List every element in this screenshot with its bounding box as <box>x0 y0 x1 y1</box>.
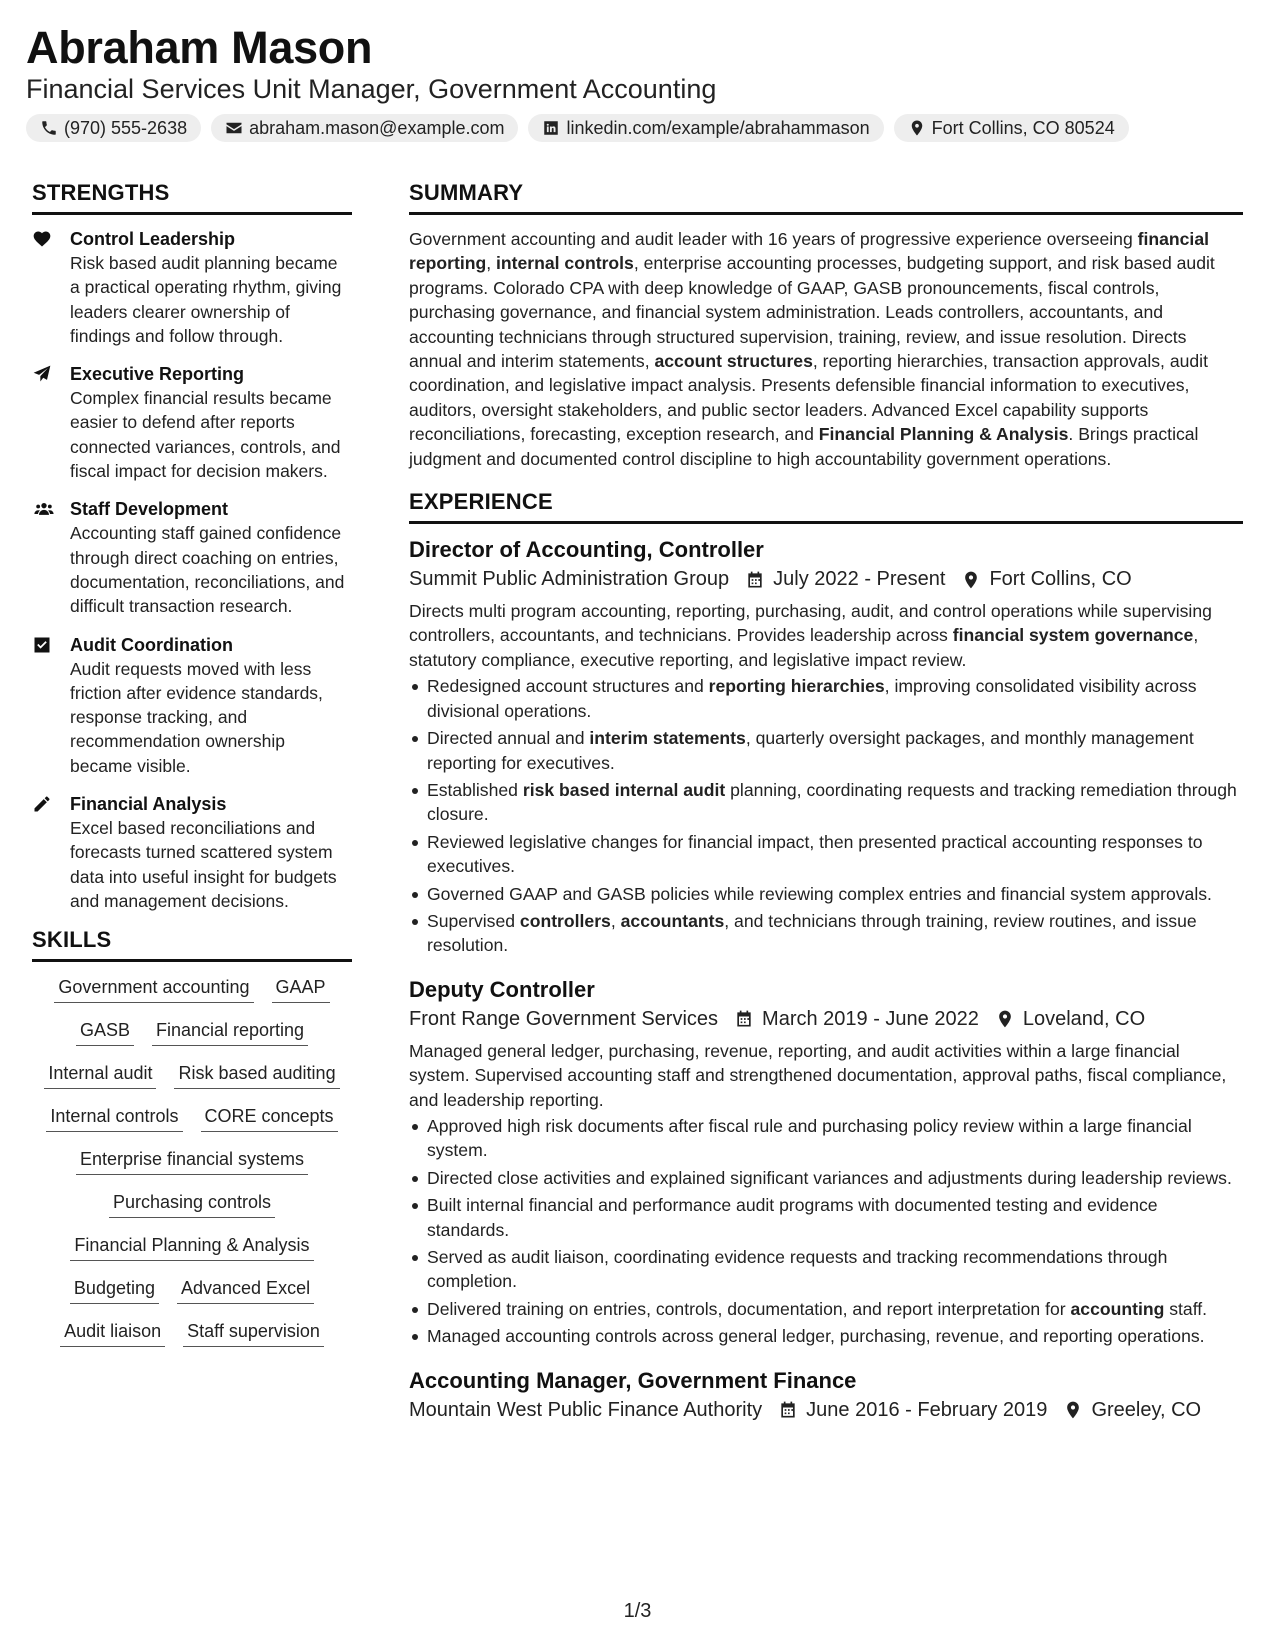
skill-tag: Internal controls <box>46 1105 182 1132</box>
job-bullet: Redesigned account structures and reporting hierarchies, improving consolidated visibility across divisional operations. <box>409 674 1243 723</box>
linkedin-icon <box>542 119 560 137</box>
experience-heading: EXPERIENCE <box>409 489 1243 524</box>
left-column <box>32 180 352 1347</box>
summary-heading: SUMMARY <box>409 180 1243 215</box>
experience-list <box>409 536 1243 1422</box>
strength-item <box>32 633 352 778</box>
candidate-name: Abraham Mason <box>26 22 373 73</box>
skill-tag: Internal audit <box>44 1062 156 1089</box>
job-bullet: Directed annual and interim statements, quarterly oversight packages, and monthly management reporting for executives. <box>409 726 1243 775</box>
page-number: 1/3 <box>623 1600 652 1622</box>
skill-tag: Risk based auditing <box>174 1062 339 1089</box>
paper-plane-icon <box>32 364 52 384</box>
job-bullet: Governed GAAP and GASB policies while reviewing complex entries and financial system approvals. <box>409 882 1243 906</box>
contact-email[interactable] <box>211 114 518 142</box>
job-title: Director of Accounting, Controller <box>409 537 764 563</box>
candidate-headline: Financial Services Unit Manager, Government Accounting <box>26 74 717 104</box>
job-entry <box>409 536 1243 958</box>
job-bullet: Built internal financial and performance audit programs with documented testing and evidence standards. <box>409 1193 1243 1242</box>
calendar-icon <box>734 1009 754 1029</box>
skills-list <box>32 974 352 1347</box>
contact-bar <box>26 114 1129 142</box>
skill-tag: Advanced Excel <box>177 1277 314 1304</box>
contact-linkedin-text: linkedin.com/example/abrahammason <box>566 117 870 138</box>
job-bullets <box>409 1114 1243 1349</box>
right-column <box>409 180 1243 1440</box>
pencil-icon <box>32 794 52 814</box>
strength-item <box>32 362 352 483</box>
job-meta <box>409 568 1243 591</box>
contact-email-text: abraham.mason@example.com <box>249 117 505 138</box>
strengths-heading: STRENGTHS <box>32 180 352 215</box>
skill-tag: Budgeting <box>70 1277 159 1304</box>
contact-phone-text: (970) 555-2638 <box>64 117 188 138</box>
job-entry <box>409 1367 1243 1422</box>
skill-tag: Government accounting <box>54 976 253 1003</box>
job-dates: March 2019 - June 2022 <box>762 1007 979 1030</box>
job-location: Fort Collins, CO <box>989 568 1132 591</box>
job-description: Directs multi program accounting, reporting, purchasing, audit, and control operations while supervising controllers, accountants, and technicians. Provides leadership across financial system governance, statutory compliance, executive reporting, and legislative impact review. <box>409 601 1212 670</box>
envelope-icon <box>225 119 243 137</box>
phone-icon <box>40 119 58 137</box>
skills-heading: SKILLS <box>32 927 352 962</box>
location-icon <box>961 570 981 590</box>
strength-title: Financial Analysis <box>70 794 227 815</box>
strength-desc: Complex financial results became easier to defend after reports connected variances, controls, and fiscal impact for decision makers. <box>70 388 341 482</box>
job-location: Loveland, CO <box>1022 1007 1146 1030</box>
job-dates: June 2016 - February 2019 <box>806 1398 1048 1421</box>
job-meta <box>409 1008 1243 1031</box>
location-icon <box>995 1009 1015 1029</box>
contact-location-text: Fort Collins, CO 80524 <box>931 117 1115 138</box>
skill-tag: Purchasing controls <box>109 1191 275 1218</box>
summary-text: Government accounting and audit leader with 16 years of progressive experience overseeing financial reporting, internal controls, enterprise accounting processes, budgeting support, and risk based audit programs. Colorado CPA with deep knowledge of GAAP, GASB pronouncements, fiscal controls, purchasing governance, and financial system administration. Leads controllers, accountants, and accounting technicians through structured supervision, training, review, and issue resolution. Directs annual and interim statements, account structures, reporting hierarchies, transaction approvals, audit coordination, and legislative impact analysis. Presents defensible financial information to executives, auditors, oversight stakeholders, and public sector leaders. Advanced Excel capability supports reconciliations, forecasting, exception research, and Financial Planning & Analysis. Brings practical judgment and documented control discipline to high accountability government operations. <box>409 229 1215 469</box>
contact-phone[interactable] <box>26 114 201 142</box>
skill-tag: Audit liaison <box>60 1320 165 1347</box>
job-description: Managed general ledger, purchasing, revenue, reporting, and audit activities within a large financial system. Supervised accounting staff and strengthened documentation, approval paths, fiscal compliance, and leadership reporting. <box>409 1040 1227 1110</box>
job-bullet: Supervised controllers, accountants, and technicians through training, review routines, and issue resolution. <box>409 909 1243 958</box>
contact-location <box>894 114 1129 142</box>
users-icon <box>32 499 56 519</box>
strength-title: Executive Reporting <box>70 364 245 385</box>
heart-icon <box>32 229 52 249</box>
skill-tag: GASB <box>76 1019 134 1046</box>
location-icon <box>908 119 926 137</box>
strength-title: Staff Development <box>70 499 229 520</box>
skill-tag: Financial reporting <box>152 1019 308 1046</box>
job-entry <box>409 976 1243 1349</box>
checkbox-icon <box>32 635 52 655</box>
strength-title: Control Leadership <box>70 229 236 249</box>
job-bullet: Served as audit liaison, coordinating evidence requests and tracking recommendations through completion. <box>409 1245 1243 1294</box>
calendar-icon <box>778 1400 798 1420</box>
job-company: Summit Public Administration Group <box>409 568 730 591</box>
skill-tag: GAAP <box>272 976 330 1003</box>
calendar-icon <box>745 570 765 590</box>
job-company: Front Range Government Services <box>409 1007 719 1030</box>
job-title: Deputy Controller <box>409 976 595 1002</box>
strength-desc: Audit requests moved with less friction after evidence standards, response tracking, and recommendation ownership became visible. <box>70 658 323 776</box>
job-bullet: Established risk based internal audit planning, coordinating requests and tracking remediation through closure. <box>409 778 1243 827</box>
job-bullet: Managed accounting controls across general ledger, purchasing, revenue, and reporting operations. <box>409 1324 1243 1348</box>
strength-desc: Risk based audit planning became a practical operating rhythm, giving leaders clearer ownership of findings and follow through. <box>70 253 342 346</box>
strength-item <box>32 497 352 618</box>
skill-tag: Staff supervision <box>183 1320 324 1347</box>
job-bullet: Directed close activities and explained significant variances and adjustments during leadership reviews. <box>409 1166 1243 1190</box>
job-dates: July 2022 - Present <box>773 568 946 591</box>
job-bullets <box>409 674 1243 957</box>
skill-tag: Enterprise financial systems <box>76 1148 308 1175</box>
strength-desc: Excel based reconciliations and forecasts turned scattered system data into useful insight for budgets and management decisions. <box>70 818 337 911</box>
job-bullet: Delivered training on entries, controls, documentation, and report interpretation for accounting staff. <box>409 1297 1243 1321</box>
strength-title: Audit Coordination <box>70 634 233 655</box>
job-company: Mountain West Public Finance Authority <box>409 1398 763 1421</box>
job-bullet: Reviewed legislative changes for financial impact, then presented practical accounting responses to executives. <box>409 830 1243 879</box>
strength-item <box>32 792 352 913</box>
contact-linkedin[interactable] <box>528 114 883 142</box>
skill-tag: CORE concepts <box>201 1105 338 1132</box>
location-icon <box>1063 1400 1083 1420</box>
skill-tag: Financial Planning & Analysis <box>70 1234 313 1261</box>
job-location: Greeley, CO <box>1091 1398 1202 1421</box>
job-bullet: Approved high risk documents after fiscal rule and purchasing policy review within a large financial system. <box>409 1114 1243 1163</box>
job-meta <box>409 1399 1243 1422</box>
strength-desc: Accounting staff gained confidence through direct coaching on entries, documentation, reconciliations, and difficult transaction research. <box>70 523 345 617</box>
job-title: Accounting Manager, Government Finance <box>409 1367 857 1393</box>
strength-item <box>32 227 352 348</box>
